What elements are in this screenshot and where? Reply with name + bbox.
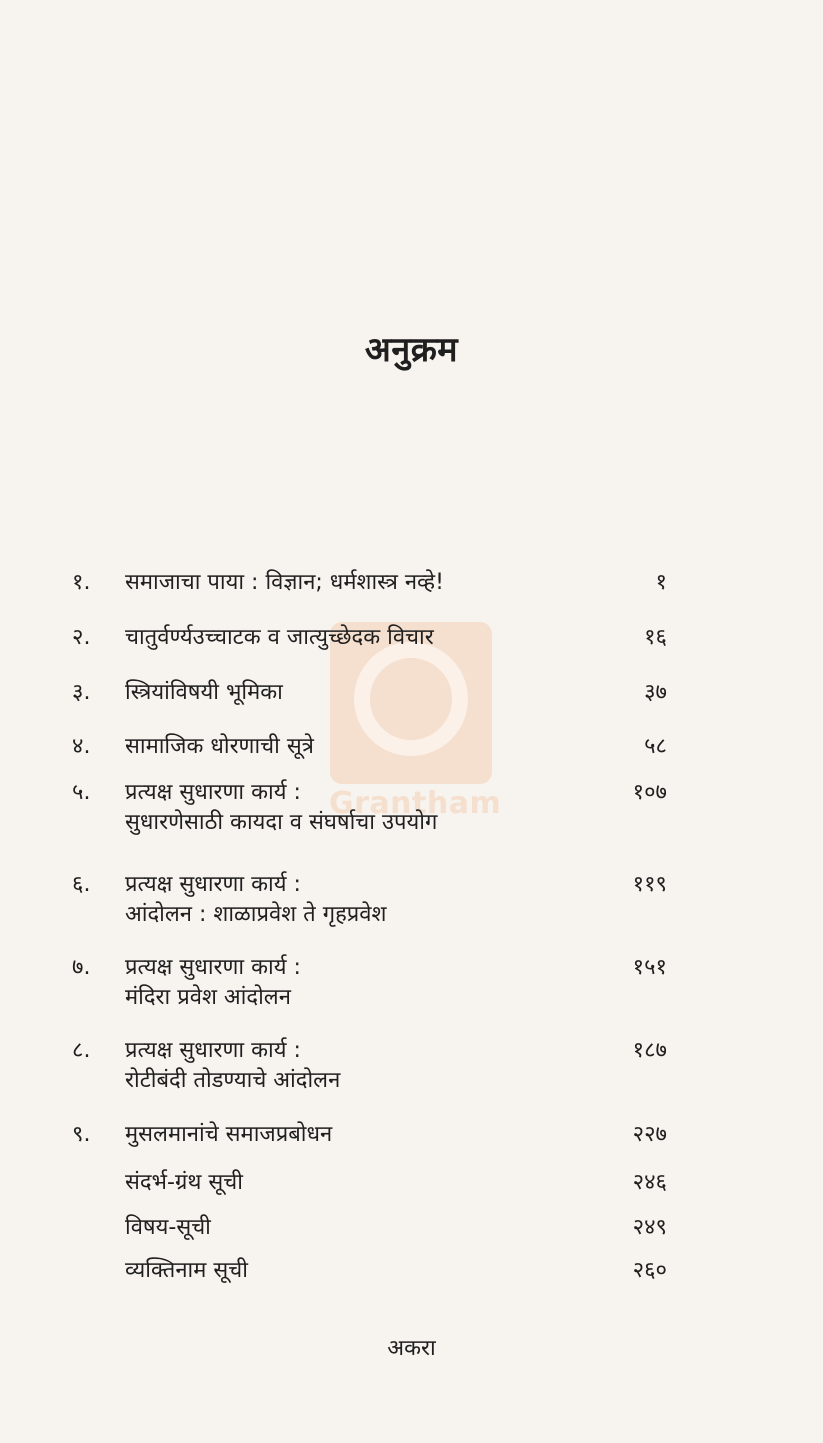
toc-title-line: सामाजिक धोरणाची सूत्रे (125, 734, 314, 759)
toc-title (125, 778, 595, 837)
toc-title (125, 732, 595, 762)
toc-number: ६. (72, 872, 91, 897)
toc-page: ३७ (644, 680, 667, 705)
toc-number: ८. (72, 1038, 91, 1063)
toc-title (125, 870, 595, 929)
toc-number: ३. (72, 680, 91, 705)
toc-page: २४६ (632, 1170, 667, 1195)
toc-page: २२७ (632, 1122, 667, 1147)
toc-page: १ (655, 570, 667, 595)
toc-page: १६ (644, 625, 667, 650)
watermark-text: Grantham (329, 786, 502, 821)
toc-title (125, 1120, 595, 1150)
toc-title-line: प्रत्यक्ष सुधारणा कार्य : (125, 955, 301, 980)
toc-title (125, 623, 595, 653)
toc-title-line: सुधारणेसाठी कायदा व संघर्षाचा उपयोग (125, 809, 438, 835)
toc-title (125, 1256, 595, 1286)
toc-number: ५. (72, 780, 91, 805)
toc-title-line: चातुर्वर्ण्यउच्चाटक व जात्युच्छेदक विचार (125, 625, 434, 650)
toc-title (125, 568, 595, 598)
toc-title (125, 1168, 595, 1198)
toc-page: १८७ (632, 1038, 667, 1063)
toc-page: ११९ (632, 872, 667, 897)
toc-title (125, 678, 595, 708)
toc-page: २६० (632, 1258, 667, 1283)
toc-title-line: व्यक्तिनाम सूची (125, 1258, 248, 1283)
toc-title (125, 953, 595, 1012)
toc-title-line: आंदोलन : शाळाप्रवेश ते गृहप्रवेश (125, 901, 387, 927)
toc-title (125, 1036, 595, 1095)
toc-title (125, 1213, 595, 1243)
toc-page: ५८ (644, 734, 667, 759)
toc-number: २. (72, 625, 91, 650)
toc-title-line: मंदिरा प्रवेश आंदोलन (125, 984, 291, 1010)
page-footer: अकरा (387, 1336, 436, 1361)
toc-number: ९. (72, 1122, 91, 1147)
toc-title-line: स्त्रियांविषयी भूमिका (125, 680, 283, 705)
toc-title-line: मुसलमानांचे समाजप्रबोधन (125, 1122, 333, 1147)
toc-title-line: समाजाचा पाया : विज्ञान; धर्मशास्त्र नव्हे! (125, 570, 444, 595)
toc-title-line: प्रत्यक्ष सुधारणा कार्य : (125, 1038, 301, 1063)
toc-title-line: विषय-सूची (125, 1215, 211, 1240)
toc-page: २४९ (632, 1215, 667, 1240)
toc-page: १०७ (632, 780, 667, 805)
toc-page: १५१ (632, 955, 667, 980)
page-title: अनुक्रम (364, 330, 459, 370)
toc-title-line: संदर्भ-ग्रंथ सूची (125, 1170, 243, 1195)
toc-title-line: प्रत्यक्ष सुधारणा कार्य : (125, 780, 301, 805)
toc-number: १. (72, 570, 91, 595)
toc-title-line: रोटीबंदी तोडण्याचे आंदोलन (125, 1067, 341, 1093)
toc-number: ४. (72, 734, 91, 759)
toc-number: ७. (72, 955, 91, 980)
toc-title-line: प्रत्यक्ष सुधारणा कार्य : (125, 872, 301, 897)
